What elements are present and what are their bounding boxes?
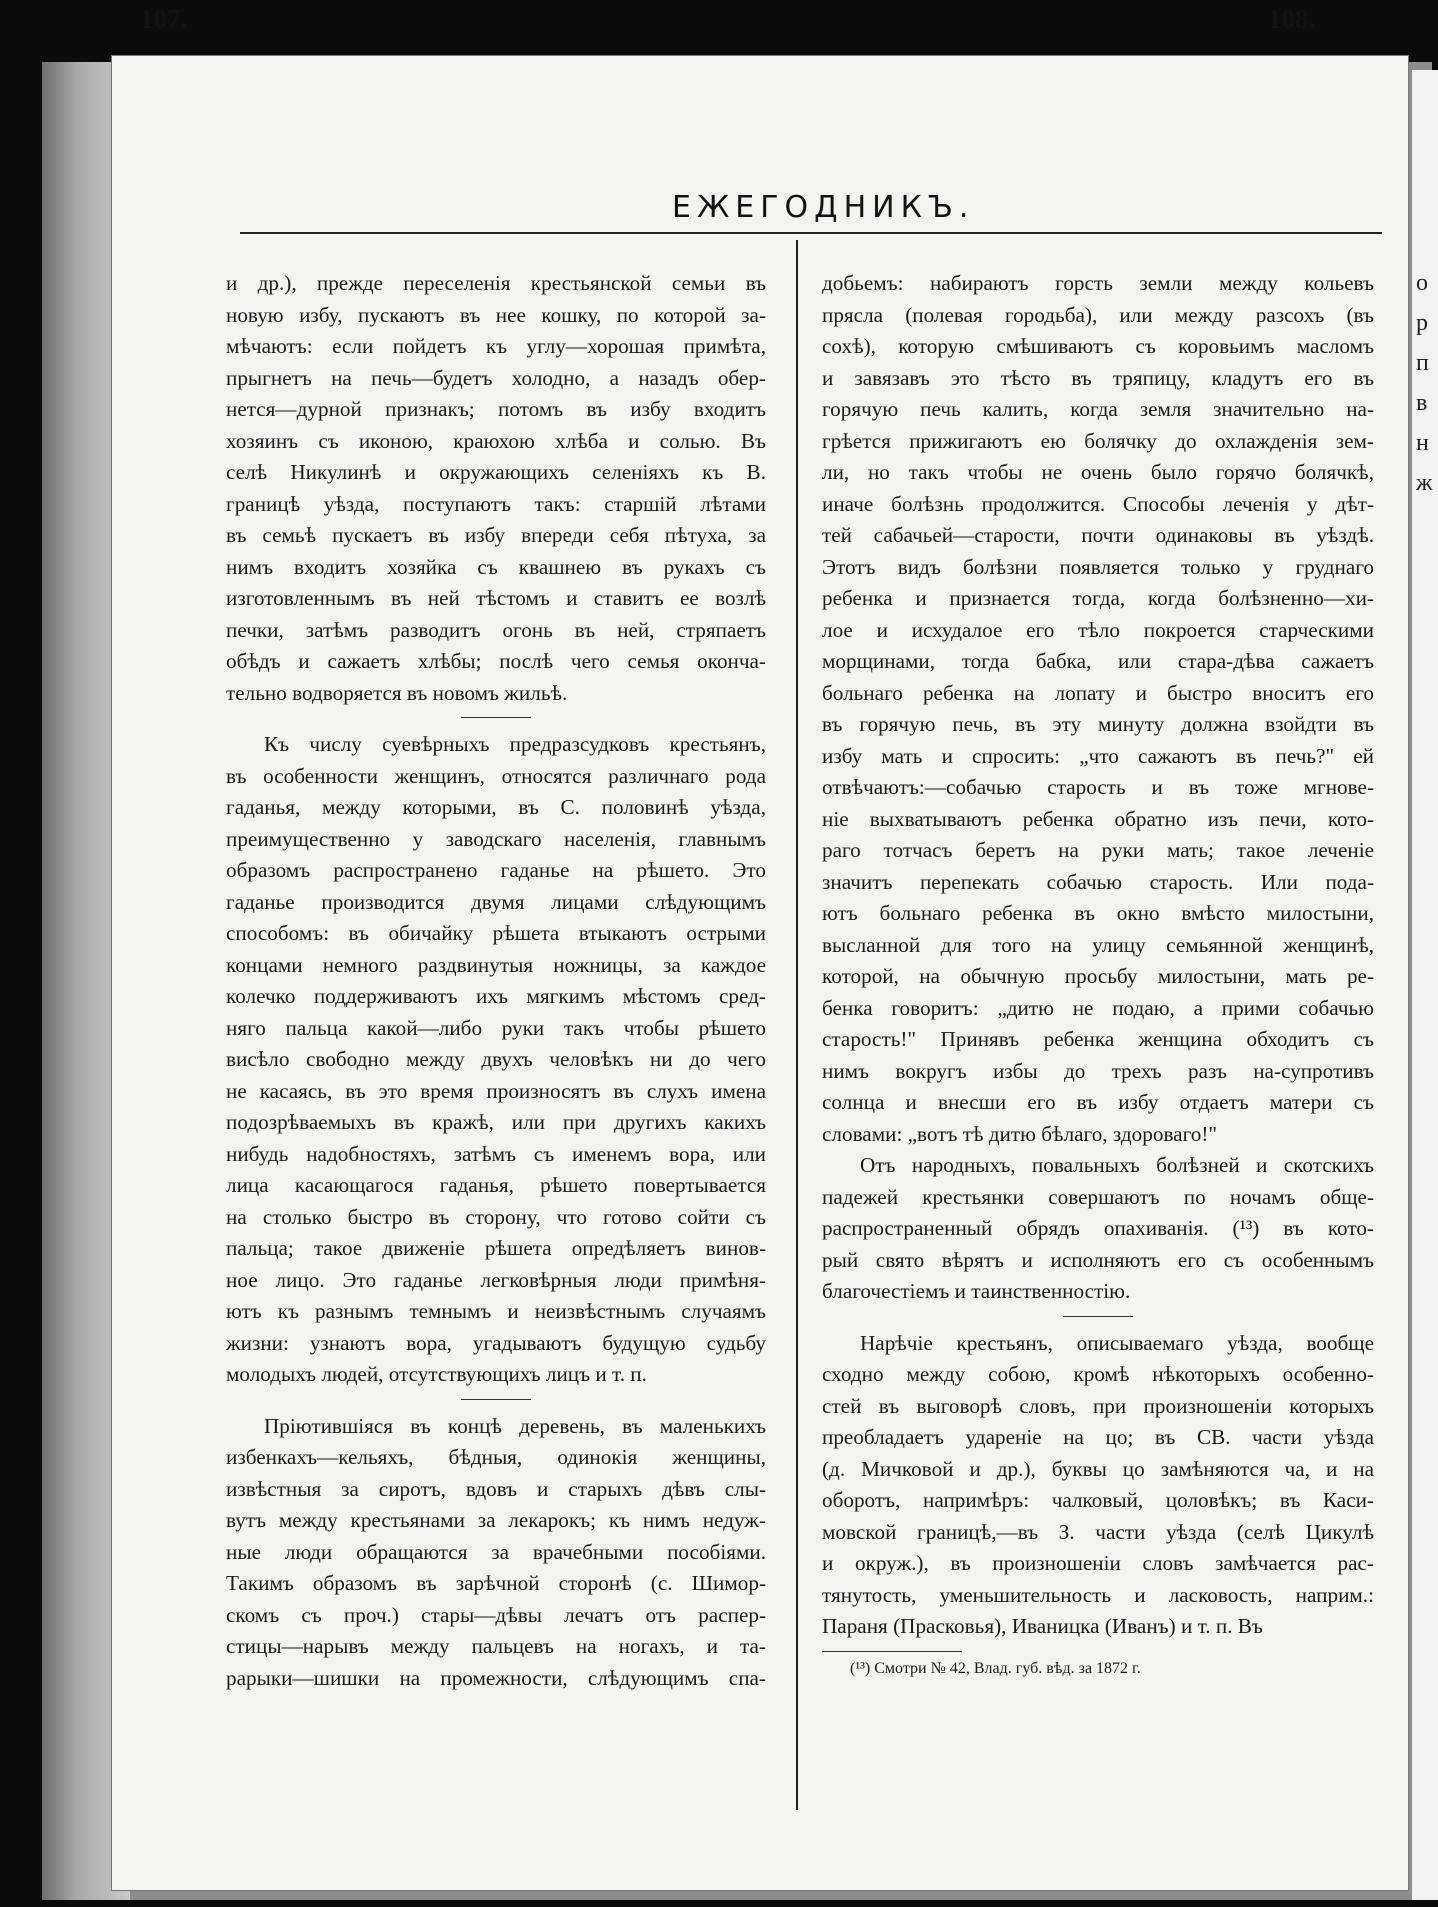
text-line: жизни: узнаютъ вора, угадываютъ будущую судьбу [226,1330,766,1355]
running-title: ЕЖЕГОДНИКЪ. [672,190,975,225]
text-line: которой, на обычную просьбу милостыни, мать ре- [822,964,1374,988]
text-line: лица касающагося гаданья, рѣшето повертывается [226,1173,766,1197]
text-line: на столько быстро въ сторону, что готово сойти съ [226,1204,766,1229]
text-line: словами: „вотъ тѣ дитю бѣлаго, здороваго!" [822,1121,1218,1146]
text-line: преимущественно у заводскаго населенія, главнымъ [226,826,766,851]
strip-fragment: н [1416,430,1429,456]
text-line: морщинами, тогда бабка, или стара-дѣва сажаетъ [822,649,1374,673]
section-separator [226,709,766,729]
text-line: не касаясь, въ это время произносятъ въ слухъ имена [226,1078,766,1103]
text-line: больнаго ребенка на лопату и быстро вноситъ его [822,680,1374,705]
text-line: молодыхъ людей, отсутствующихъ лицъ и т. п. [226,1362,647,1386]
text-line: рый свято вѣрятъ и исполняютъ его съ особеннымъ [822,1247,1374,1272]
text-line: Пріютившіяся въ концѣ деревень, въ маленькихъ [264,1413,766,1438]
text-line: нимъ вокругъ избы до трехъ разъ на-супротивъ [822,1058,1374,1083]
text-line: оборотъ, напримѣръ: чалковый, цоловѣкъ; въ Каси- [822,1488,1374,1512]
section-separator [822,1308,1374,1328]
text-line: тельно водворяется въ новомъ жильѣ. [226,680,568,705]
text-line: мовской границѣ,—въ З. части уѣзда (селѣ Цикулѣ [822,1519,1374,1544]
text-line: сходно между собою, кромѣ нѣкоторыхъ особенно- [822,1362,1374,1386]
text-line: грѣется прижигаютъ ею болячку до охлажденія зем- [822,428,1374,453]
text-line: ютъ къ разнымъ темнымъ и неизвѣстнымъ случаямъ [226,1299,766,1323]
text-line: въ семьѣ пускаетъ въ избу впереди себя пѣтуха, за [226,523,766,547]
text-line: ніе выхватываютъ ребенка обратно изъ печи, кото- [822,806,1374,831]
text-line: стицы—нарывъ между пальцевъ на ногахъ, и та- [226,1634,766,1658]
text-line: колечко поддерживаютъ ихъ мягкимъ мѣстомъ сред- [226,984,766,1008]
footnote: (¹³) Смотри № 42, Влад. губ. вѣд. за 1872 г. [850,1659,1141,1677]
text-line: добьемъ: набираютъ горсть земли между кольевъ [822,271,1374,295]
text-line: падежей крестьянки совершаютъ по ночамъ обще- [822,1184,1374,1209]
header-rule [240,232,1382,234]
next-page-strip [1412,70,1438,1900]
text-line: новую избу, пускаютъ въ нее кошку, по которой за- [226,302,766,327]
text-line: и др.), прежде переселенія крестьянской семьи въ [226,271,766,295]
text-line: благочестіемъ и таинственностію. [822,1279,1131,1303]
left-column [226,268,766,1694]
text-line: нимъ входитъ хозяйка съ квашнею въ рукахъ съ [226,554,766,579]
section-separator [226,1391,766,1411]
text-line: висѣло свободно между двухъ человѣкъ ни до чего [226,1047,766,1071]
text-line: прыгнетъ на печь—будетъ холодно, а назадъ обер- [226,365,766,390]
text-line: ли, но такъ чтобы не очень было горячо болячкѣ, [822,460,1374,484]
text-line: концами немного раздвинутыя ножницы, за каждое [226,952,766,977]
text-line: извѣстныя за сиротъ, вдовъ и старыхъ дѣвъ слы- [226,1476,766,1501]
text-line: Параня (Прасковья), Иваницка (Иванъ) и т. п. Въ [822,1614,1263,1638]
text-line: преобладаетъ удареніе на цо; въ СВ. части уѣзда [822,1425,1374,1449]
column-divider [796,240,798,1810]
text-line: избенкахъ—кельяхъ, бѣдныя, одинокія женщины, [226,1445,766,1469]
text-line: обѣдъ и сажаетъ хлѣбы; послѣ чего семья оконча- [226,649,766,673]
text-line: пальца; такое движеніе рѣшета опредѣляетъ винов- [226,1236,766,1260]
text-line: значитъ перепекать собачью старость. Или пода- [822,869,1374,894]
strip-fragment: ж [1416,470,1433,496]
text-line: раго тотчасъ беретъ на руки мать; такое леченіе [822,838,1374,862]
text-line: ное лицо. Это гаданье легковѣрныя люди примѣня- [226,1267,766,1292]
right-column [822,268,1374,1680]
text-line: способомъ: въ обичайку рѣшета втыкаютъ острыми [226,921,766,945]
text-line: подозрѣваемыхъ въ кражѣ, или при другихъ какихъ [226,1110,766,1134]
text-line: нибудь надобностяхъ, затѣмъ съ именемъ вора, или [226,1141,766,1166]
text-line: рарыки—шишки на промежности, слѣдующимъ спа- [226,1665,766,1690]
text-line: тей сабачьей—старости, почти одинаковы въ уѣздѣ. [822,523,1374,547]
text-line: (д. Мичковой и др.), буквы цо замѣняются ча, и на [822,1456,1374,1481]
text-line: иначе болѣзнь продолжится. Способы леченія у дѣт- [822,491,1374,516]
text-line: хозяинъ съ иконою, краюхою хлѣба и солью. Въ [226,428,766,453]
text-line: и завязавъ это тѣсто въ тряпицу, кладутъ его въ [822,365,1374,390]
text-line: гаданья, между которыми, въ С. половинѣ уѣзда, [226,795,766,819]
text-line: въ горячую печь, въ эту минуту должна взойдти въ [822,712,1374,736]
text-line: печки, затѣмъ разводитъ огонь въ ней, стряпаетъ [226,617,766,642]
text-line: ные люди обращаются за врачебными пособіями. [226,1539,766,1564]
text-line: бенка говоритъ: „дитю не подаю, а прими собачью [822,995,1374,1020]
text-line: тянутость, уменьшительность и ласковость, наприм.: [822,1582,1374,1607]
text-line: горячую печь калить, когда земля значительно на- [822,397,1374,421]
text-line: Нарѣчіе крестьянъ, описываемаго уѣзда, вообще [860,1330,1374,1355]
page-number-left: 107. [140,4,188,34]
text-line: образомъ распространено гаданье на рѣшето. Это [226,858,766,882]
text-line: отвѣчаютъ:—собачью старость и въ тоже мгнове- [822,775,1374,799]
text-line: распространенный обрядъ опахиванія. (¹³) въ кото- [822,1216,1374,1240]
text-line: мѣчаютъ: если пойдетъ къ углу—хорошая примѣта, [226,334,766,358]
text-line: и окруж.), въ произношеніи словъ замѣчается рас- [822,1551,1374,1575]
text-line: стей въ выговорѣ словъ, при произношеніи которыхъ [822,1393,1374,1418]
footnote-rule [822,1651,962,1652]
strip-fragment: р [1416,310,1428,336]
text-line: границѣ уѣзда, поступаютъ такъ: старшій лѣтами [226,491,766,516]
text-line: ребенка и признается тогда, когда болѣзненно—хи- [822,586,1374,610]
text-line: избу мать и спросить: „что сажаютъ въ печь?" ей [822,743,1374,768]
text-line: нется—дурной признакъ; потомъ въ избу входитъ [226,397,766,421]
text-line: Къ числу суевѣрныхъ предразсудковъ крестьянъ, [264,732,766,756]
text-line: Такимъ образомъ въ зарѣчной сторонѣ (с. Шимор- [226,1571,766,1595]
text-line: ютъ больнаго ребенка въ окно вмѣсто милостыни, [822,901,1374,925]
strip-fragment: о [1416,270,1428,296]
text-line: высланной для того на улицу семьянной женщинѣ, [822,932,1374,957]
text-line: селѣ Никулинѣ и окружающихъ селеніяхъ къ В. [226,460,766,484]
strip-fragment: в [1416,390,1428,416]
text-line: сохѣ), которую смѣшиваютъ съ коровьимъ масломъ [822,334,1374,358]
text-line: изготовленнымъ въ ней тѣстомъ и ставитъ ее возлѣ [226,586,766,610]
text-line: лое и исхудалое его тѣло покроется старческими [822,617,1374,642]
text-line: вутъ между крестьянами за лекарокъ; къ нимъ недуж- [226,1508,766,1532]
text-line: Отъ народныхъ, повальныхъ болѣзней и скотскихъ [860,1153,1374,1177]
strip-fragment: п [1416,350,1429,376]
page-number-right: 108. [1268,4,1316,34]
text-line: няго пальца какой—либо руки такъ чтобы рѣшето [226,1015,766,1040]
text-line: старость!" Принявъ ребенка женщина обходитъ съ [822,1027,1374,1051]
text-line: гаданье производится двумя лицами слѣдующимъ [226,889,766,914]
text-line: въ особенности женщинъ, относятся различнаго рода [226,763,766,788]
text-line: скомъ съ проч.) стары—дѣвы лечатъ отъ распер- [226,1602,766,1627]
text-line: солнца и внесши его въ избу отдаетъ матери съ [822,1090,1374,1114]
text-line: прясла (полевая городьба), или между разсохъ (въ [822,302,1374,327]
text-line: Этотъ видъ болѣзни появляется только у груднаго [822,554,1374,579]
